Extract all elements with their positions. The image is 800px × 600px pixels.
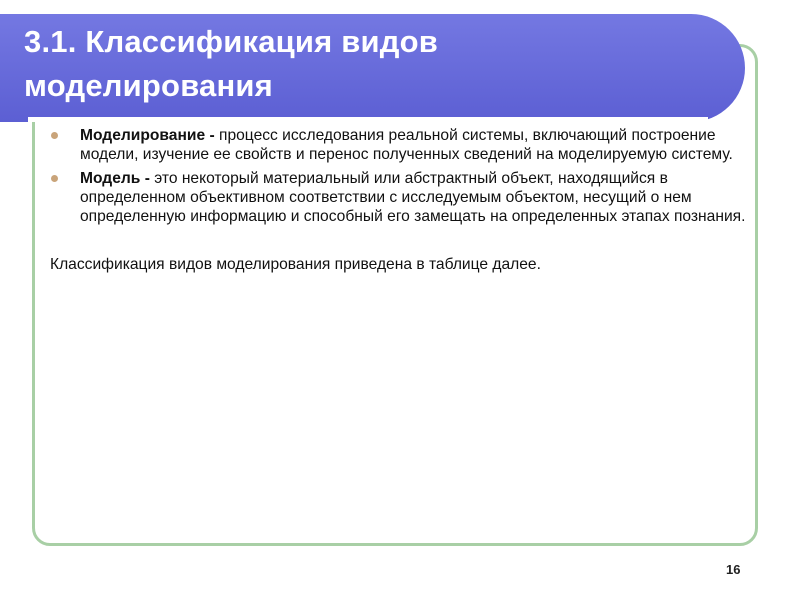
bullet-text: это некоторый материальный или абстрактный объект, находящийся в определенном объективном соответствии с исследуемым объектом, несущий о нем определенную информацию и способный его замещать на определенных этапах познания. (80, 170, 746, 225)
bullet-icon (51, 175, 58, 182)
page-number: 16 (726, 562, 741, 577)
bullet-list (50, 126, 750, 226)
title-bar (0, 14, 745, 122)
bullet-term: Моделирование - (80, 127, 215, 144)
slide-content (50, 126, 750, 274)
bullet-item-modeling (50, 126, 750, 164)
bullet-text: процесс исследования реальной системы, включающий построение модели, изучение ее свойств и перенос полученных сведений на моделируемую систему. (80, 127, 733, 163)
slide-title (24, 20, 715, 108)
title-line-1: 3.1. Классификация видов (24, 24, 439, 59)
bullet-icon (51, 132, 58, 139)
bullet-term: Модель - (80, 170, 150, 187)
title-underline (28, 117, 708, 122)
title-line-2: моделирования (24, 68, 273, 103)
bullet-item-model (50, 169, 750, 226)
classification-paragraph: Классификация видов моделирования приведена в таблице далее. (50, 256, 541, 273)
